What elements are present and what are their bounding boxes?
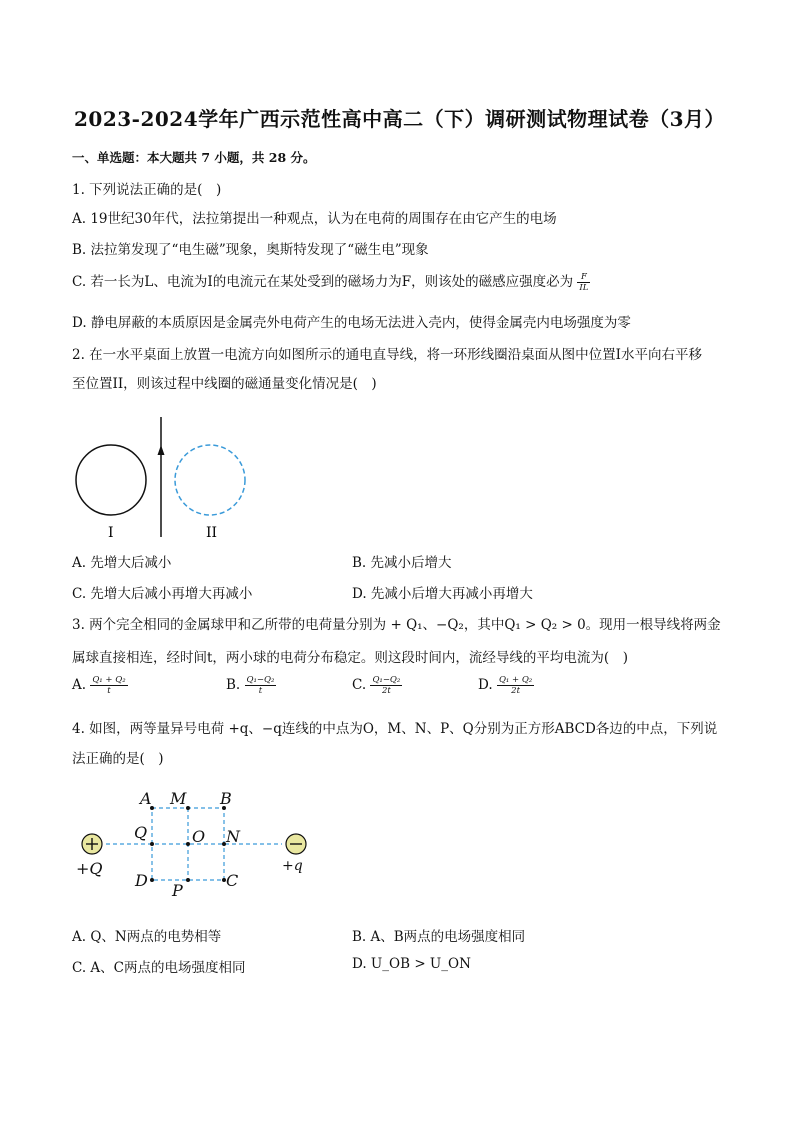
coil-position-1 (76, 445, 146, 515)
option-label: A. (72, 677, 87, 693)
point-m (186, 806, 190, 810)
label-n: N (226, 827, 240, 846)
fraction-denominator: IL (579, 283, 589, 293)
question-2-figure (60, 405, 260, 545)
label-plus-big-q: +Q (76, 859, 103, 878)
fraction-numerator: Q₁−Q₂ (372, 675, 401, 685)
option-a-fraction (90, 675, 127, 696)
label-p: P (172, 881, 183, 900)
fraction-denominator: 2t (511, 686, 520, 696)
question-1-option-b: B. 法拉第发现了“电生磁”现象，奥斯特发现了“磁生电”现象 (72, 242, 429, 258)
question-4-option-c: C. A、C两点的电场强度相同 (72, 960, 246, 976)
fraction-numerator: Q₁ + Q₂ (92, 675, 126, 685)
label-c: C (226, 871, 239, 890)
question-4-option-d: D. U_OB > U_ON (352, 956, 471, 972)
question-1-option-c (72, 270, 590, 293)
label-b: B (220, 789, 232, 808)
question-4-option-b: B. A、B两点的电场强度相同 (352, 929, 526, 945)
current-direction-arrow-icon (158, 445, 165, 455)
question-4-option-a: A. Q、N两点的电势相等 (72, 929, 222, 945)
fraction-numerator: F (577, 272, 590, 283)
question-2-stem-line1: 2. 在一水平桌面上放置一电流方向如图所示的通电直导线，将一环形线圈沿桌面从图中位置I水平向右平移 (72, 347, 703, 363)
fraction-numerator: Q₁−Q₂ (246, 675, 275, 685)
label-position-2: II (206, 525, 218, 541)
label-m: M (170, 789, 187, 808)
point-o (186, 842, 190, 846)
coil-position-2 (175, 445, 245, 515)
question-2-option-d: D. 先减小后增大再减小再增大 (352, 586, 533, 602)
question-2-option-c: C. 先增大后减小再增大再减小 (72, 586, 253, 602)
label-o: O (192, 827, 206, 846)
question-3-stem-line1: 3. 两个完全相同的金属球甲和乙所带的电荷量分别为 + Q₁、−Q₂，其中Q₁ > Q₂ > 0。现用一根导线将两金 (72, 617, 721, 633)
question-1-option-a: A. 19世纪30年代，法拉第提出一种观点，认为在电荷的周围存在由它产生的电场 (72, 211, 557, 227)
question-4-figure (70, 782, 320, 904)
question-2-option-b: B. 先减小后增大 (352, 555, 452, 571)
question-3-stem-line2: 属球直接相连，经时间t，两小球的电荷分布稳定。则这段时间内，流经导线的平均电流为( ) (72, 650, 628, 666)
label-q: Q (134, 823, 148, 842)
option-c-fraction (370, 675, 402, 696)
fraction-denominator: t (107, 686, 111, 696)
question-4-stem-line2: 法正确的是( ) (72, 751, 164, 767)
question-2-option-a: A. 先增大后减小 (72, 555, 172, 571)
section-heading: 一、单选题：本大题共 7 小题，共 28 分。 (72, 150, 316, 165)
option-label: B. (226, 677, 241, 693)
fraction-denominator: t (258, 686, 263, 696)
exam-title: 2023-2024学年广西示范性高中高二（下）调研测试物理试卷（3月） (74, 107, 726, 131)
option-b-fraction (245, 675, 277, 696)
question-2-stem-line2: 至位置II，则该过程中线圈的磁通量变化情况是( ) (72, 376, 377, 392)
question-4-stem-line1: 4. 如图，两等量异号电荷 +q、−q连线的中点为O，M、N、P、Q分别为正方形ABCD各边的中点，下列说 (72, 721, 718, 737)
label-plus-small-q: +q (282, 858, 303, 874)
option-label: C. (352, 677, 367, 693)
question-3-option-a (72, 675, 128, 696)
label-d: D (135, 871, 148, 890)
label-a: A (140, 789, 152, 808)
point-p (186, 878, 190, 882)
option-d-fraction (497, 675, 534, 696)
option-c-text: C. 若一长为L、电流为I的电流元在某处受到的磁场力为F，则该处的磁感应强度必为 (72, 274, 574, 290)
point-q (150, 842, 154, 846)
point-d (150, 878, 154, 882)
label-position-1: I (108, 525, 114, 541)
question-3-option-d (478, 675, 534, 696)
question-1-stem: 1. 下列说法正确的是( ) (72, 182, 222, 198)
question-3-option-b (226, 675, 276, 696)
question-3-option-c (352, 675, 402, 696)
fraction-denominator: 2t (381, 686, 391, 696)
fraction-numerator: Q₁ + Q₂ (498, 675, 533, 685)
question-1-option-d: D. 静电屏蔽的本质原因是金属壳外电荷产生的电场无法进入壳内，使得金属壳内电场强度为零 (72, 315, 631, 331)
option-label: D. (478, 677, 493, 693)
option-c-fraction (577, 272, 590, 293)
